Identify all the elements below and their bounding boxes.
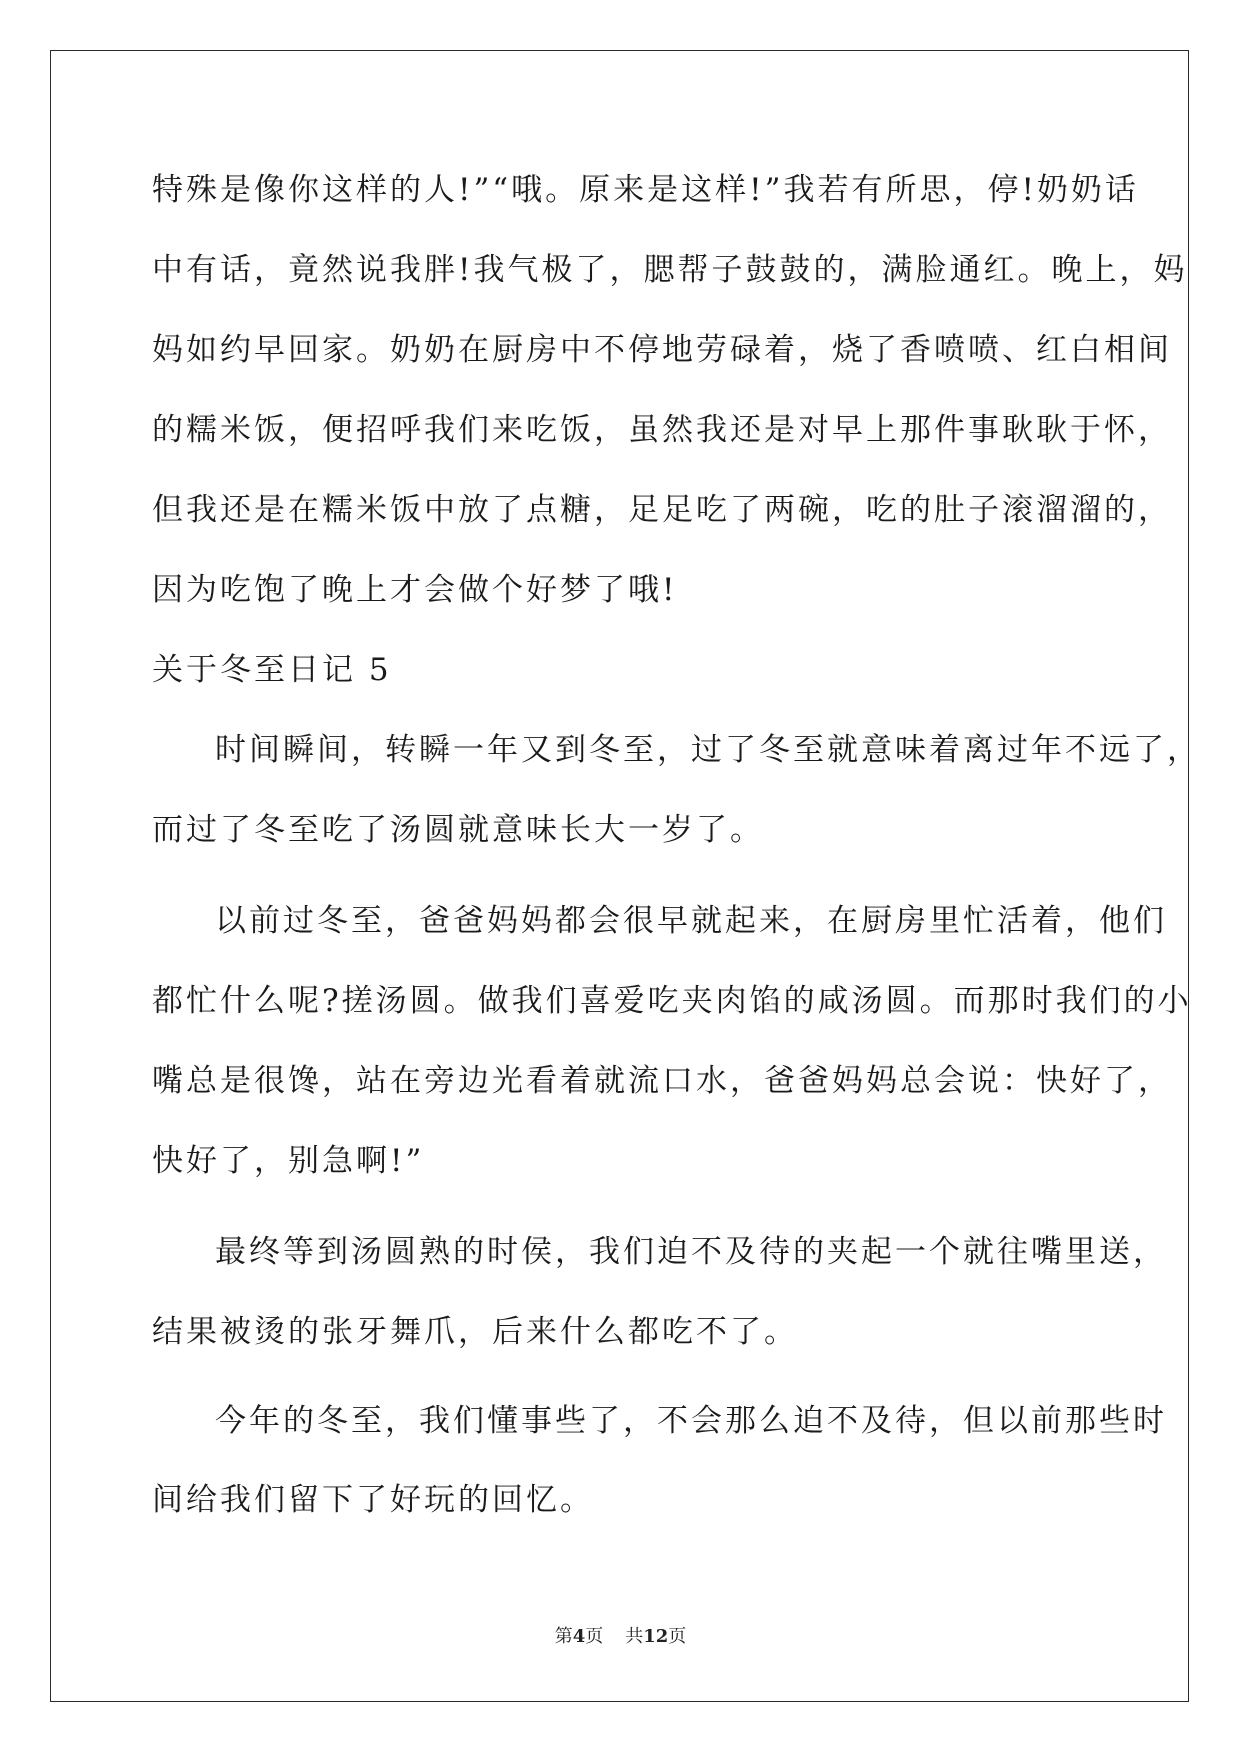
paragraph-line: 因为吃饱了晚上才会做个好梦了哦! (152, 572, 678, 608)
paragraph-line: 结果被烫的张牙舞爪，后来什么都吃不了。 (152, 1314, 798, 1350)
page-prefix: 第 (554, 1626, 573, 1647)
paragraph-line: 而过了冬至吃了汤圆就意味长大一岁了。 (152, 812, 764, 848)
page-footer (0, 1625, 1241, 1649)
total-pages: 12 (643, 1626, 669, 1647)
paragraph-line: 但我还是在糯米饭中放了点糖，足足吃了两碗，吃的肚子滚溜溜的， (152, 492, 1172, 528)
paragraph-line: 今年的冬至，我们懂事些了，不会那么迫不及待，但以前那些时 (215, 1403, 1167, 1439)
page-suffix: 页 (585, 1626, 604, 1647)
paragraph-line: 中有话，竟然说我胖!我气极了，腮帮子鼓鼓的，满脸通红。晚上，妈 (152, 252, 1188, 288)
page-label (555, 1626, 604, 1647)
paragraph-line: 的糯米饭，便招呼我们来吃饭，虽然我还是对早上那件事耿耿于怀， (152, 412, 1172, 448)
paragraph-line: 间给我们留下了好玩的回忆。 (152, 1482, 594, 1518)
paragraph-line: 以前过冬至，爸爸妈妈都会很早就起来，在厨房里忙活着，他们 (215, 903, 1167, 939)
total-suffix: 页 (668, 1626, 687, 1647)
paragraph-line: 快好了，别急啊!” (152, 1143, 425, 1179)
paragraph-line: 最终等到汤圆熟的时侯，我们迫不及待的夹起一个就往嘴里送， (215, 1234, 1167, 1270)
paragraph-line: 都忙什么呢?搓汤圆。做我们喜爱吃夹肉馅的咸汤圆。而那时我们的小 (152, 983, 1192, 1019)
section-title: 关于冬至日记 5 (152, 652, 392, 688)
total-prefix: 共 (625, 1626, 644, 1647)
page-border (50, 50, 1189, 1702)
paragraph-line: 时间瞬间，转瞬一年又到冬至，过了冬至就意味着离过年不远了， (215, 732, 1201, 768)
paragraph-line: 特殊是像你这样的人!”“哦。原来是这样!”我若有所思，停!奶奶话 (152, 172, 1139, 208)
page-number: 4 (572, 1626, 586, 1647)
total-pages-label (625, 1626, 686, 1647)
paragraph-line: 嘴总是很馋，站在旁边光看着就流口水，爸爸妈妈总会说：快好了， (152, 1063, 1172, 1099)
paragraph-line: 妈如约早回家。奶奶在厨房中不停地劳碌着，烧了香喷喷、红白相间 (152, 332, 1172, 368)
